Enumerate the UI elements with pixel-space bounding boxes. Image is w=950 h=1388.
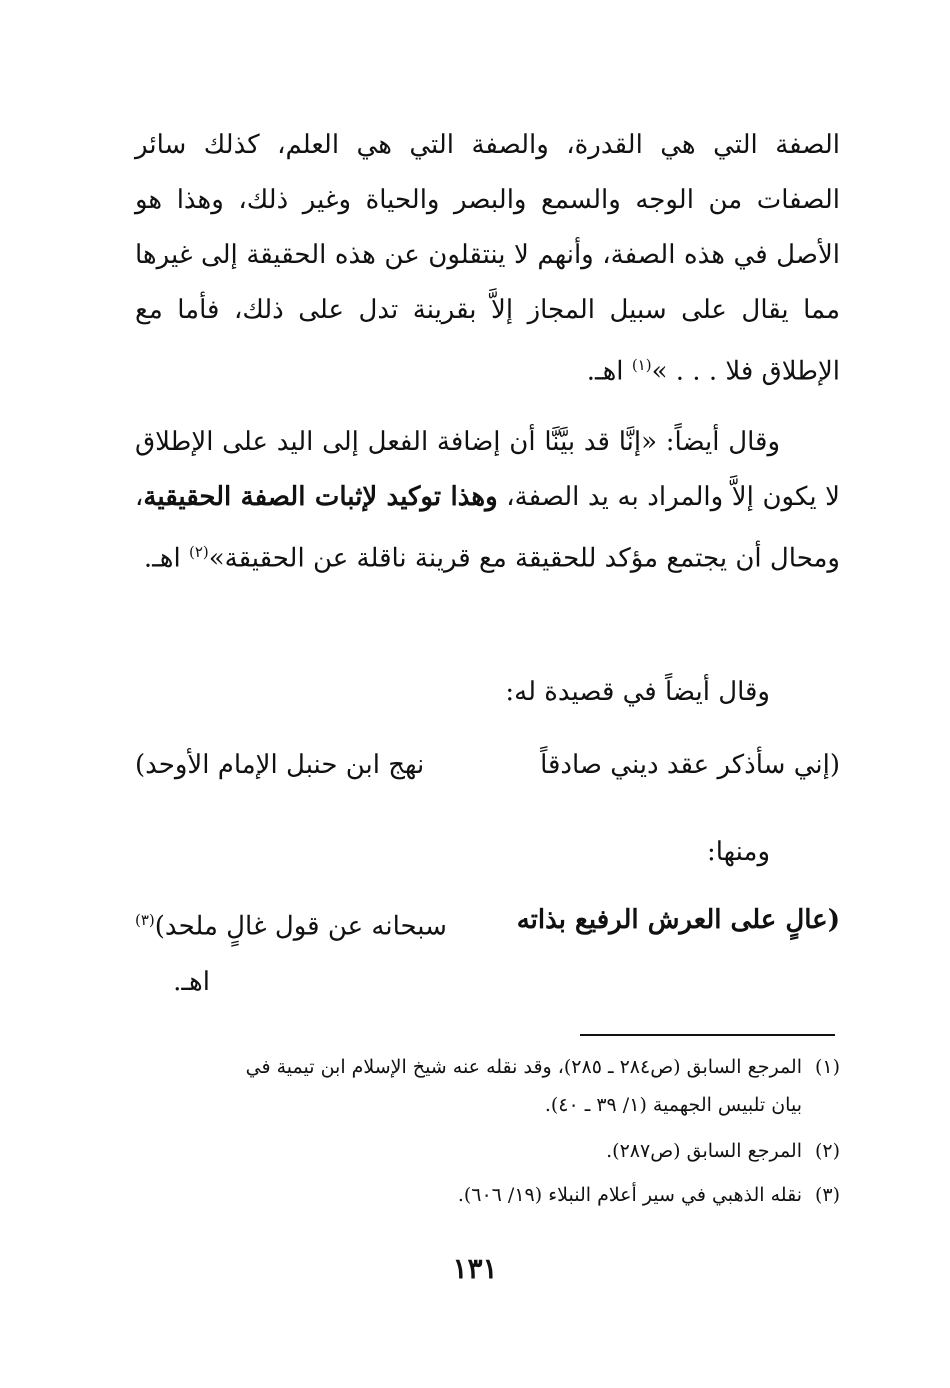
footnote-2-number: (٢) (814, 1140, 840, 1162)
paragraph-1 (135, 118, 840, 400)
verse-1-second-hemistich: نهج ابن حنبل الإمام الأوحد) (135, 750, 425, 780)
verse-1-first-hemistich: (إني سأذكر عقد ديني صادقاً (540, 750, 840, 780)
closing-note: اهـ. (173, 967, 210, 997)
paragraph-2-text-a: وقال أيضاً: «إنَّا قد بيَّنَّا أن إضافة الفعل إلى اليد على الإطلاق لا يكون إلاَّ والمراد به يد الصفة، (135, 427, 840, 512)
paragraph-2-end: اهـ. (143, 543, 189, 574)
footnote-ref-3: (٣) (135, 911, 155, 929)
page-number: ١٣١ (452, 1252, 498, 1285)
verse-2-second-hemistich (135, 898, 447, 949)
verse-2-first-hemistich: (عالٍ على العرش الرفيع بذاته (516, 905, 840, 935)
footnote-1-number: (١) (814, 1056, 840, 1078)
paragraph-1-end: اهـ. (586, 356, 632, 387)
paragraph-1-text: الصفة التي هي القدرة، والصفة التي هي العلم، كذلك سائر الصفات من الوجه والسمع والبصر والحياة وغير ذلك، وهذا هو الأصل في هذه الصفة، وأنهم لا ينتقلون عن هذه الحقيقة إلى غيرها مما يقال على سبيل المجاز إلاَّ بقرينة تدل على ذلك، فأما مع الإطلاق فلا . . . » (135, 130, 840, 387)
footnote-1 (135, 1048, 840, 1124)
poem-intro: وقال أيضاً في قصيدة له: (505, 677, 770, 707)
footnote-3-text: نقله الذهبي في سير أعلام النبلاء (١٩/ ٦٠٦). (457, 1184, 802, 1206)
footnote-1-text: المرجع السابق (ص٢٨٤ ـ ٢٨٥)، وقد نقله عنه شيخ الإسلام ابن تيمية في (245, 1056, 802, 1078)
verse-1 (135, 743, 840, 787)
verse-2-second-text: سبحانه عن قول غالٍ ملحد) (154, 911, 447, 942)
footnote-2-text: المرجع السابق (ص٢٨٧). (606, 1140, 802, 1162)
footnote-3 (135, 1176, 840, 1214)
footnote-1-continuation: بيان تلبيس الجهمية (١/ ٣٩ ـ ٤٠). (544, 1094, 802, 1116)
footnote-ref-1: (١) (631, 356, 652, 374)
verse-2 (135, 898, 840, 942)
paragraph-2-bold: وهذا توكيد لإثبات الصفة الحقيقية (143, 482, 498, 512)
footnote-divider (580, 1034, 835, 1036)
paragraph-2-text-b: ، ومحال أن يجتمع مؤكد للحقيقة مع قرينة ناقلة عن الحقيقة» (135, 482, 840, 574)
minha-intro: ومنها: (707, 837, 770, 867)
footnote-ref-2: (٢) (188, 543, 209, 561)
footnote-3-number: (٣) (814, 1184, 840, 1206)
paragraph-2 (135, 415, 840, 587)
footnote-2 (135, 1132, 840, 1170)
